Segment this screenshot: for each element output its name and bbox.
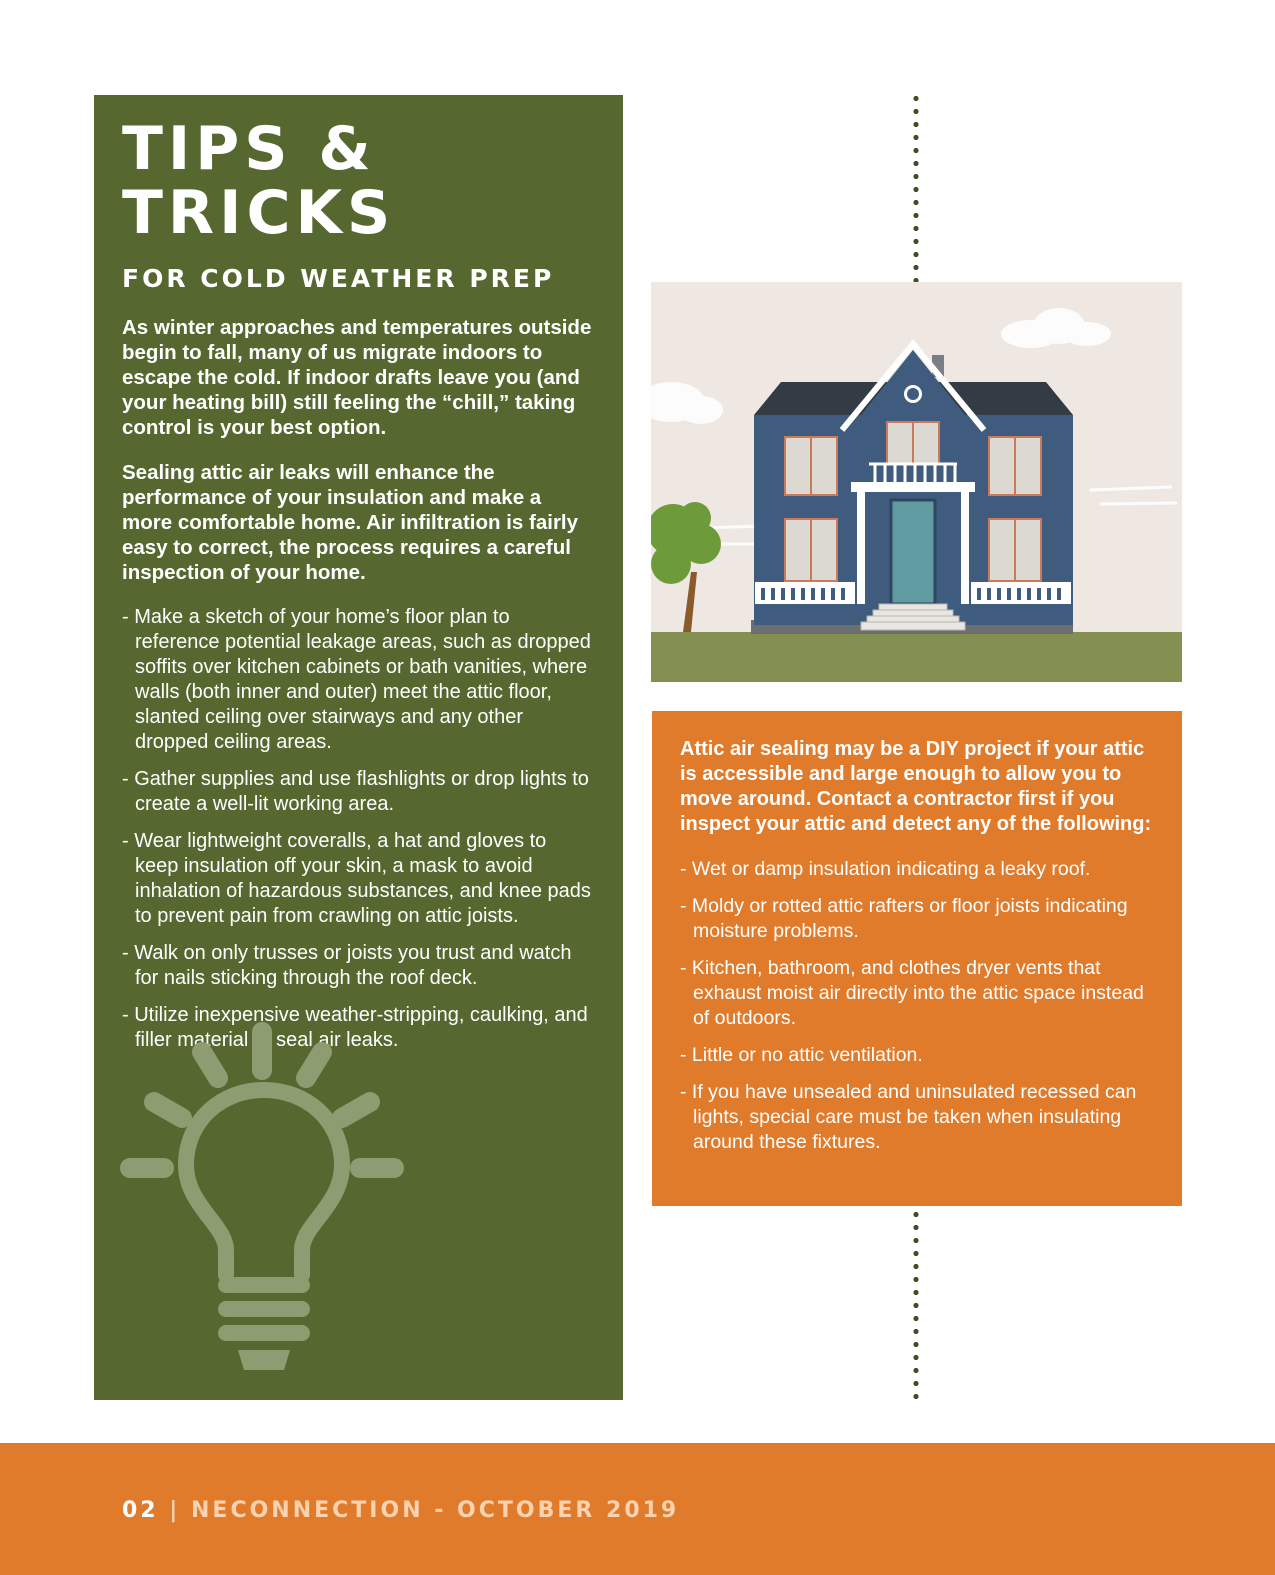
page-number: 02 xyxy=(122,1498,159,1523)
warning-sign-item: - Kitchen, bathroom, and clothes dryer vents that exhaust moist air directly into the attic space instead of outdoors. xyxy=(680,956,1156,1031)
tip-item: - Utilize inexpensive weather-stripping, caulking, and filler material to seal air leaks. xyxy=(122,1003,595,1053)
intro-paragraph: As winter approaches and temperatures outside begin to fall, many of us migrate indoors to escape the cold. If indoor drafts leave you (and your heating bill) still feeling the “chill,” taking control is your best option. xyxy=(122,316,592,439)
warning-sign-item: - Wet or damp insulation indicating a leaky roof. xyxy=(680,857,1156,882)
page-title: TIPS & TRICKS xyxy=(122,114,396,248)
lightbulb-icon xyxy=(114,1020,414,1380)
intro-text xyxy=(122,315,595,585)
tips-panel xyxy=(94,95,623,1400)
footer-separator: | xyxy=(169,1498,181,1523)
warning-signs-list xyxy=(680,857,1156,1155)
warning-intro: Attic air sealing may be a DIY project if your attic is accessible and large enough to allow you to move around. Contact a contractor first if you inspect your attic and detect any of the following: xyxy=(680,738,1152,835)
dotted-divider-top xyxy=(913,92,919,282)
warning-sign-item: - If you have unsealed and uninsulated recessed can lights, special care must be taken when insulating around these fixtures. xyxy=(680,1080,1156,1155)
tip-item: - Wear lightweight coveralls, a hat and gloves to keep insulation off your skin, a mask to avoid inhalation of hazardous substances, and knee pads to prevent pain from crawling on attic joists. xyxy=(122,829,595,929)
page-subtitle: FOR COLD WEATHER PREP xyxy=(122,264,555,293)
publication-name: NECONNECTION - OCTOBER 2019 xyxy=(191,1498,680,1523)
warning-sign-item: - Moldy or rotted attic rafters or floor joists indicating moisture problems. xyxy=(680,894,1156,944)
contractor-warning-panel xyxy=(652,711,1182,1206)
page-footer xyxy=(0,1443,1275,1575)
tip-item: - Walk on only trusses or joists you trust and watch for nails sticking through the roof deck. xyxy=(122,941,595,991)
tip-item: - Gather supplies and use flashlights or drop lights to create a well-lit working area. xyxy=(122,767,595,817)
house-illustration xyxy=(651,282,1182,682)
tip-item: - Make a sketch of your home’s floor plan to reference potential leakage areas, such as dropped soffits over kitchen cabinets or bath vanities, where walls (both inner and outer) meet the attic floor, slanted ceiling over stairways and any other dropped ceiling areas. xyxy=(122,605,595,755)
footer-text xyxy=(122,1498,679,1523)
tips-list xyxy=(122,605,595,1053)
warning-sign-item: - Little or no attic ventilation. xyxy=(680,1043,1156,1068)
intro-paragraph: Sealing attic air leaks will enhance the performance of your insulation and make a more comfortable home. Air infiltration is fairly easy to correct, the process requires a careful inspection of your home. xyxy=(122,461,579,584)
dotted-divider-bottom xyxy=(913,1208,919,1400)
